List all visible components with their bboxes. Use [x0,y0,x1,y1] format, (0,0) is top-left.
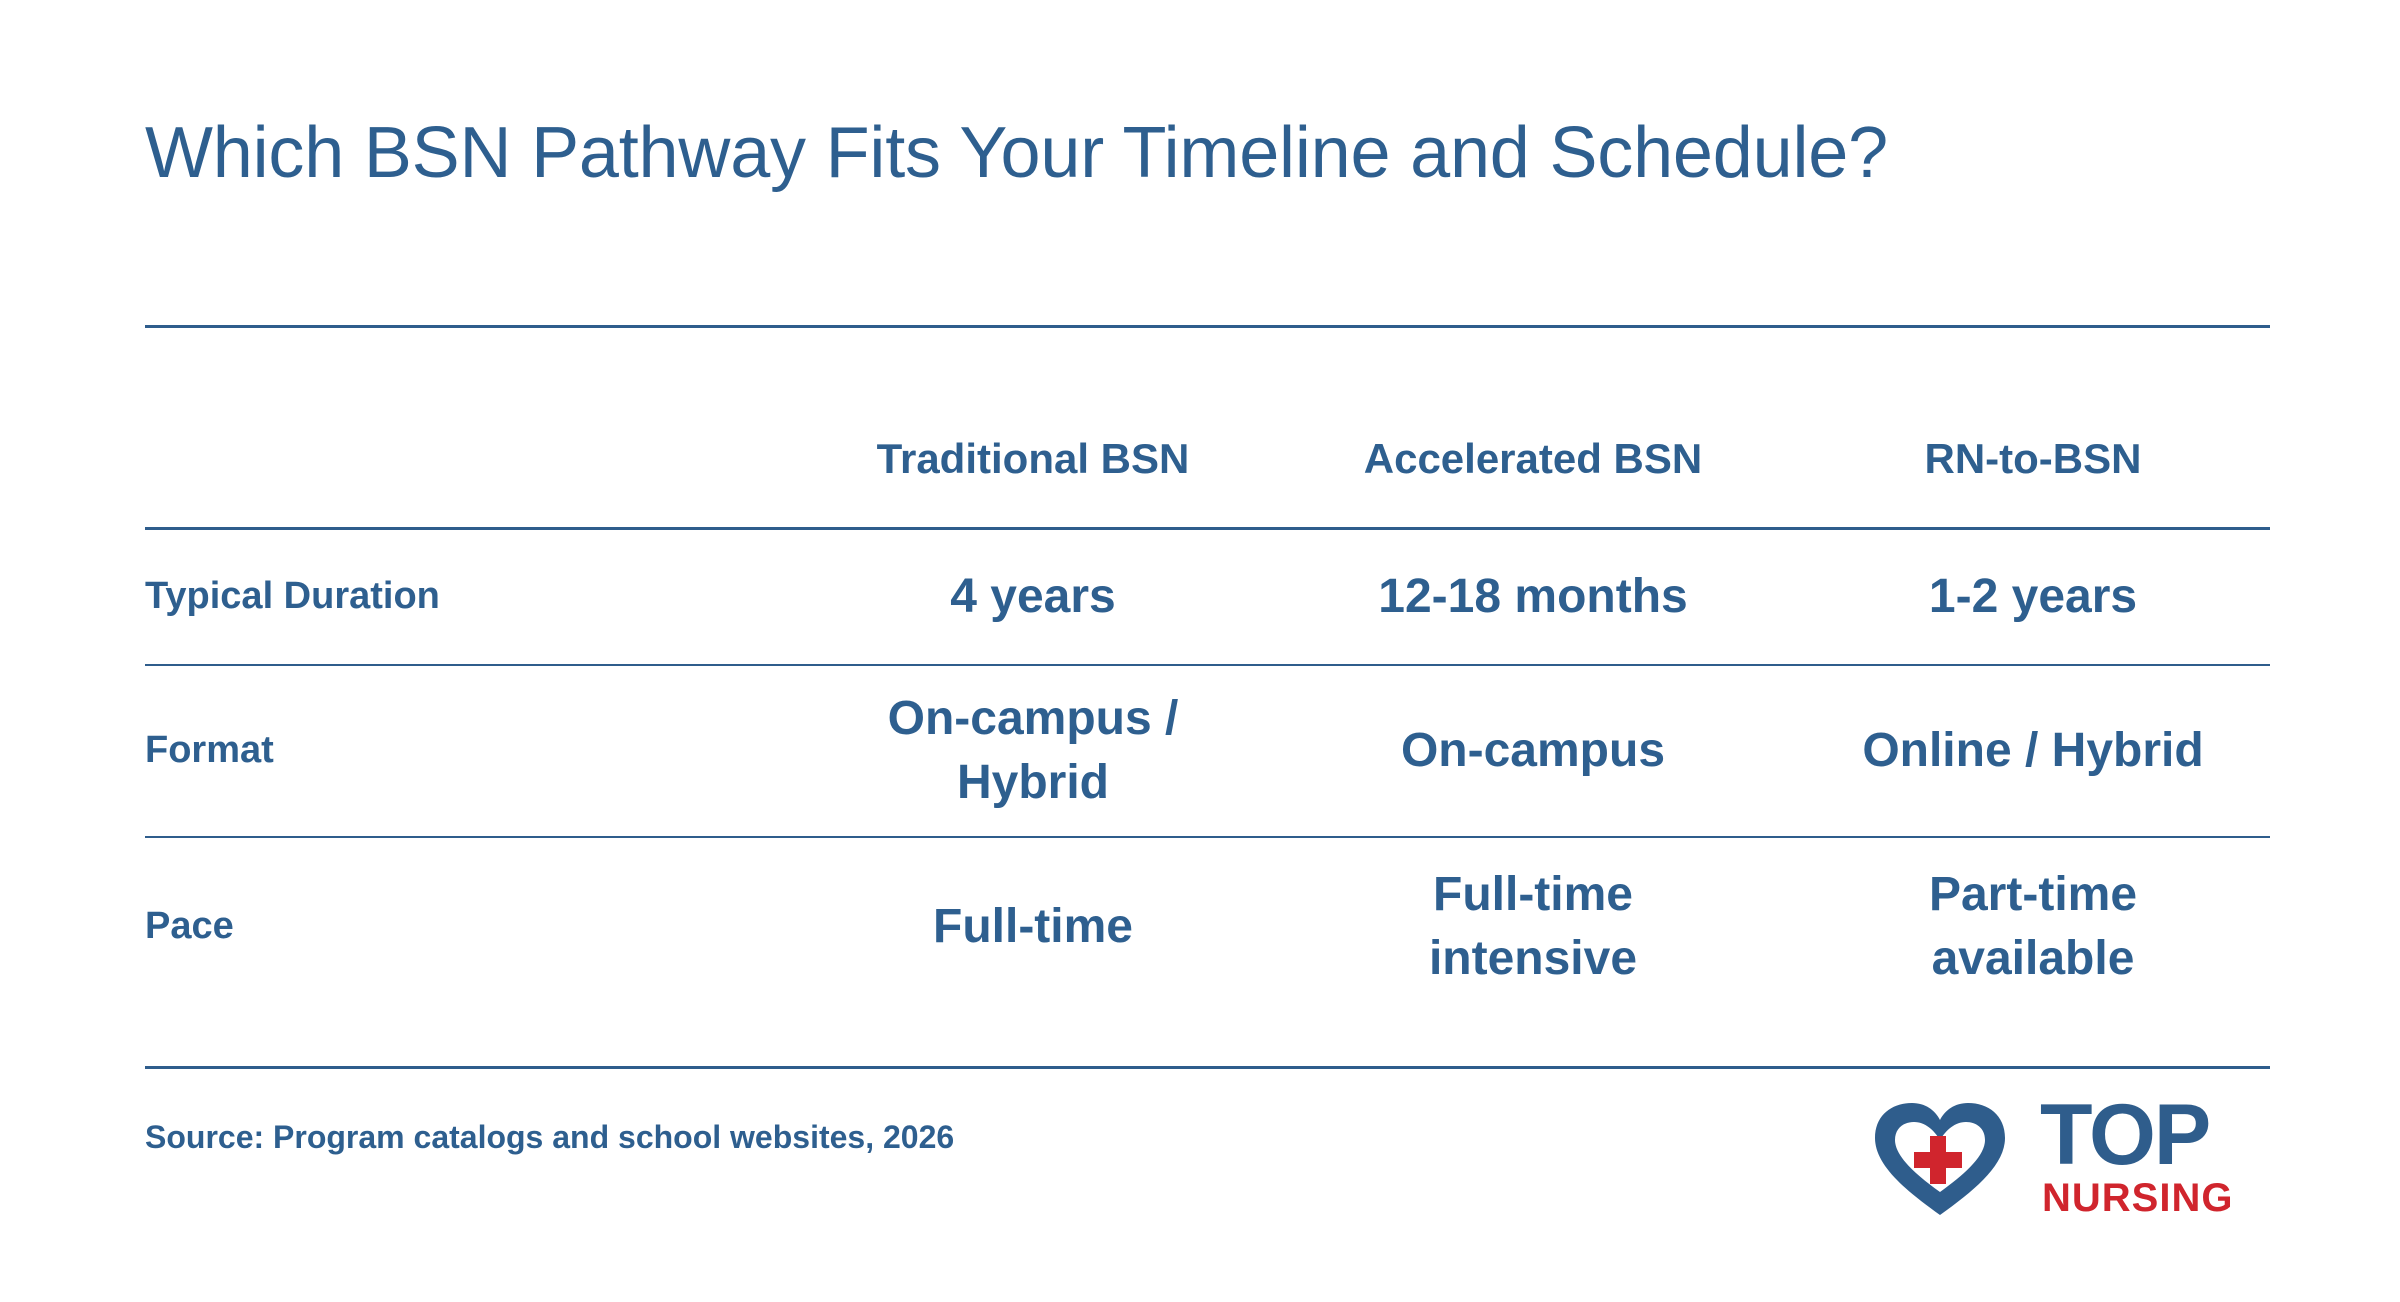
table-cell [1323,719,1743,783]
row-divider [145,836,2270,838]
cell-line: On-campus / [887,692,1179,745]
cell-line: Online / Hybrid [1862,724,2204,777]
row-label: Pace [145,905,234,947]
heart-cross-icon [1870,1100,2010,1220]
header-divider [145,527,2270,530]
page-title: Which BSN Pathway Fits Your Timeline and Schedule? [145,113,1888,193]
cell-line: intensive [1428,932,1638,985]
table-cell [823,895,1243,959]
table-cell [1823,719,2243,783]
table-cell [823,565,1243,629]
logo-nursing-text: NURSING [2042,1176,2234,1220]
row-label: Format [145,729,274,771]
cell-line: Full-time [933,900,1133,953]
table-cell [1823,863,2243,991]
top-nursing-logo [1870,1087,2270,1220]
top-divider [145,325,2270,328]
cell-line: Part-time [1928,868,2138,921]
cell-line: Full-time [1433,868,1633,921]
cell-line: available [1931,932,2135,985]
column-header: Traditional BSN [876,435,1190,482]
logo-top-text: TOP [2040,1087,2210,1183]
cell-line: On-campus [1400,724,1666,777]
cell-line: 12-18 months [1378,570,1688,623]
column-header: Accelerated BSN [1363,435,1703,482]
table-cell [823,687,1243,815]
row-divider [145,664,2270,666]
table-cell [1823,565,2243,629]
bottom-divider [145,1066,2270,1069]
row-label: Typical Duration [145,575,440,617]
table-cell [1323,565,1743,629]
cell-line: Hybrid [956,756,1109,809]
cell-line: 1-2 years [1928,570,2138,623]
table-cell [1323,863,1743,991]
source-note: Source: Program catalogs and school websites, 2026 [145,1119,955,1155]
cell-line: 4 years [950,570,1116,623]
column-header: RN-to-BSN [1924,435,2142,482]
